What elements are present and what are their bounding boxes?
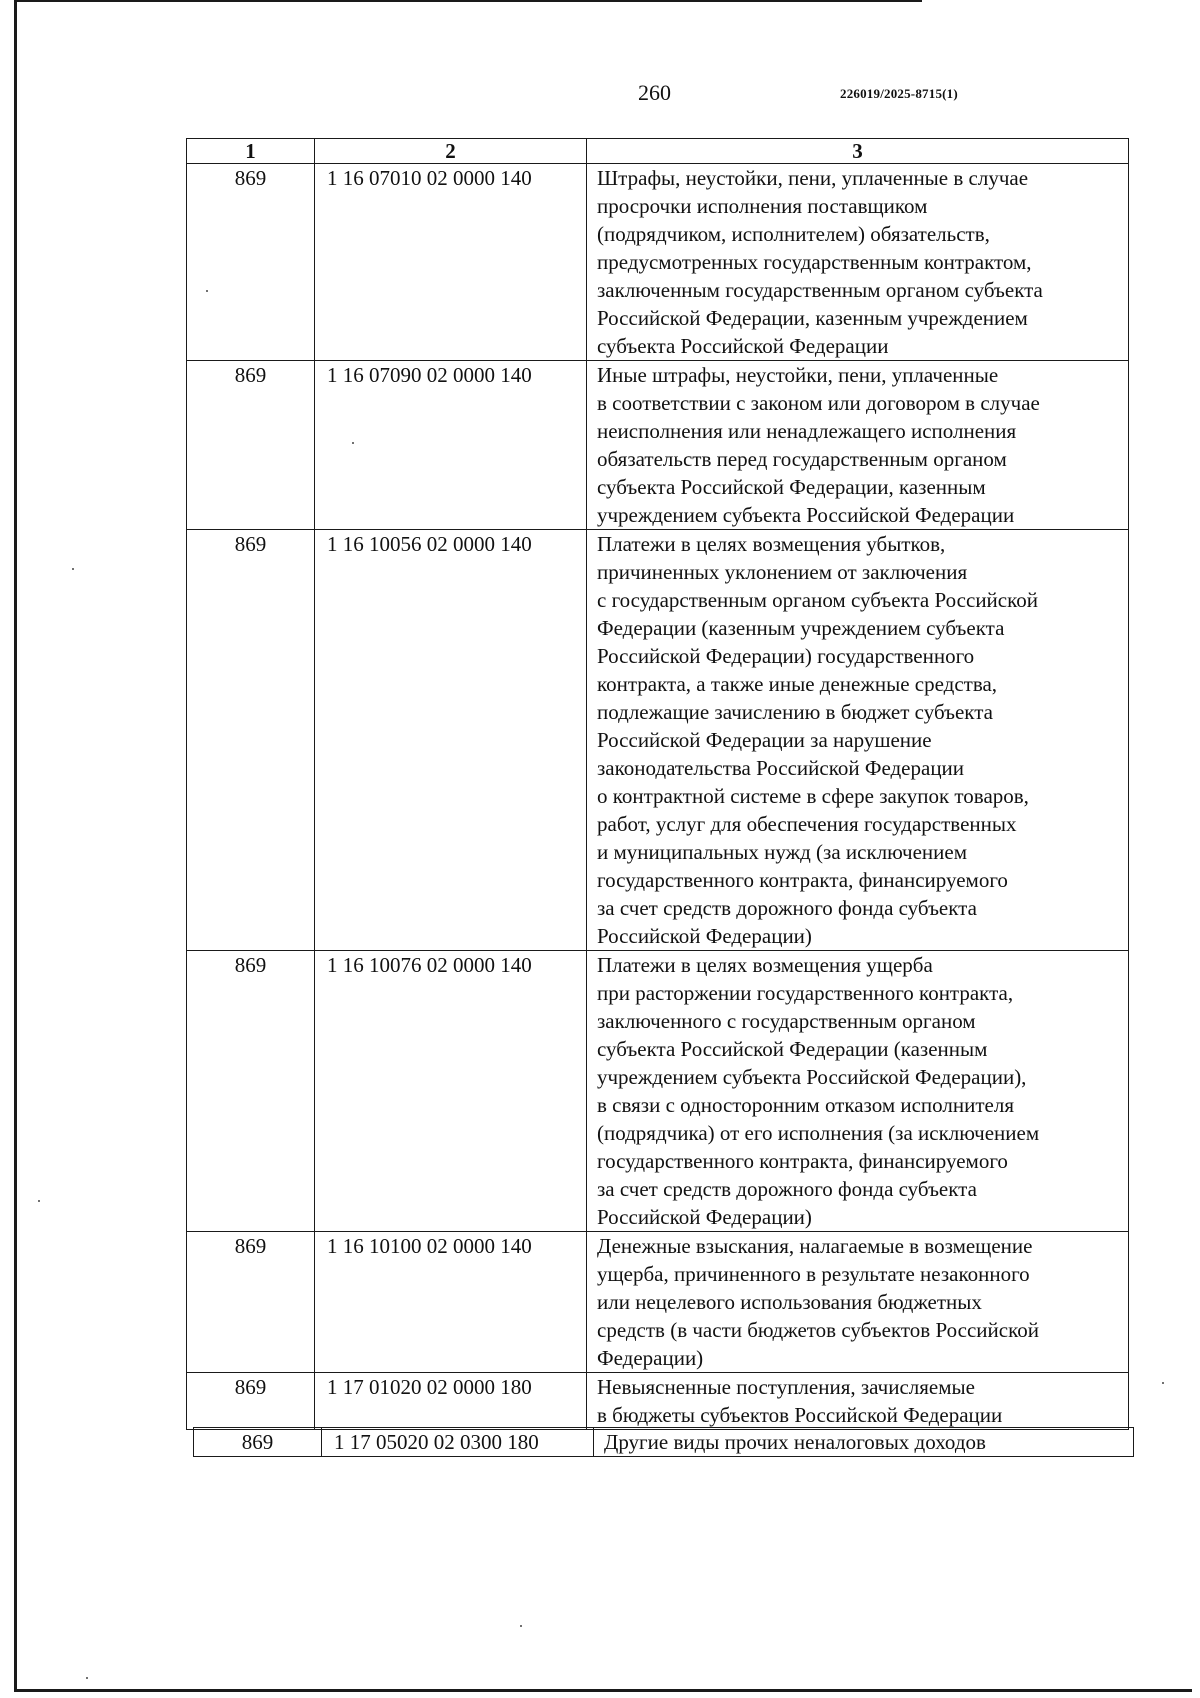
revenue-code-cell: 1 16 07090 02 0000 140 xyxy=(315,361,587,530)
revenue-name-cell: Денежные взыскания, налагаемые в возмещение ущерба, причиненного в результате незаконного или нецелевого использования бюджетных средств (в части бюджетов субъектов Российской Федерации) xyxy=(587,1232,1129,1373)
table-row xyxy=(187,1232,1129,1373)
revenue-name-cell: Невыясненные поступления, зачисляемые в бюджеты субъектов Российской Федерации xyxy=(587,1373,1129,1430)
revenue-name-cell: Иные штрафы, неустойки, пени, уплаченные в соответствии с законом или договором в случае неисполнения или ненадлежащего исполнения обязательств перед государственным органом субъекта Российской Федерации, казенным учреждением субъекта Российской Федерации xyxy=(587,361,1129,530)
registration-number: 226019/2025-8715(1) xyxy=(840,86,958,101)
revenue-name-cell: Платежи в целях возмещения убытков, причиненных уклонением от заключения с государственным органом субъекта Российской Федерации (казенным учреждением субъекта Российской Федерации) государственного контракта, а также иные денежные средства, подлежащие зачислению в бюджет субъекта Российской Федерации за нарушение законодательства Российской Федерации о контрактной системе в сфере закупок товаров, работ, услуг для обеспечения государственных и муниципальных нужд (за исключением государственного контракта, финансируемого за счет средств дорожного фонда субъекта Российской Федерации) xyxy=(587,530,1129,951)
scan-speck xyxy=(206,290,208,292)
admin-code-cell: 869 xyxy=(187,1373,315,1430)
table-row xyxy=(194,1428,1134,1457)
revenue-name-cell: Штрафы, неустойки, пени, уплаченные в случае просрочки исполнения поставщиком (подрядчиком, исполнителем) обязательств, предусмотренных государственным контрактом, заключенным государственным органом субъекта Российской Федерации, казенным учреждением субъекта Российской Федерации xyxy=(587,164,1129,361)
scan-speck xyxy=(352,442,354,444)
table-row xyxy=(187,530,1129,951)
scan-speck xyxy=(72,568,74,570)
revenue-code-cell: 1 17 05020 02 0300 180 xyxy=(322,1428,594,1457)
admin-code-cell: 869 xyxy=(187,951,315,1232)
table-row xyxy=(187,1373,1129,1430)
column-header-3: 3 xyxy=(587,139,1129,164)
scan-speck xyxy=(520,1625,522,1627)
revenue-name-cell: Платежи в целях возмещения ущерба при расторжении государственного контракта, заключенного с государственным органом субъекта Российской Федерации (казенным учреждением субъекта Российской Федерации), в связи с односторонним отказом исполнителя (подрядчика) от его исполнения (за исключением государственного контракта, финансируемого за счет средств дорожного фонда субъекта Российской Федерации) xyxy=(587,951,1129,1232)
revenue-code-cell: 1 17 01020 02 0000 180 xyxy=(315,1373,587,1430)
column-header-1: 1 xyxy=(187,139,315,164)
revenue-name-cell: Другие виды прочих неналоговых доходов xyxy=(594,1428,1134,1457)
admin-code-cell: 869 xyxy=(194,1428,322,1457)
table-row xyxy=(187,951,1129,1232)
scan-speck xyxy=(1162,1382,1164,1384)
scan-speck xyxy=(38,1200,40,1202)
scan-speck xyxy=(86,1677,88,1679)
revenue-code-cell: 1 16 10100 02 0000 140 xyxy=(315,1232,587,1373)
revenue-code-cell: 1 16 10076 02 0000 140 xyxy=(315,951,587,1232)
revenue-code-cell: 1 16 10056 02 0000 140 xyxy=(315,530,587,951)
revenue-codes-table-last-row xyxy=(193,1427,1134,1457)
admin-code-cell: 869 xyxy=(187,530,315,951)
table-row xyxy=(187,164,1129,361)
page-number: 260 xyxy=(638,80,671,105)
admin-code-cell: 869 xyxy=(187,361,315,530)
table-row xyxy=(187,361,1129,530)
table-header-row xyxy=(187,139,1129,164)
revenue-code-cell: 1 16 07010 02 0000 140 xyxy=(315,164,587,361)
admin-code-cell: 869 xyxy=(187,1232,315,1373)
revenue-codes-table xyxy=(186,138,1129,1430)
frame-gap xyxy=(922,0,1200,4)
admin-code-cell: 869 xyxy=(187,164,315,361)
column-header-2: 2 xyxy=(315,139,587,164)
